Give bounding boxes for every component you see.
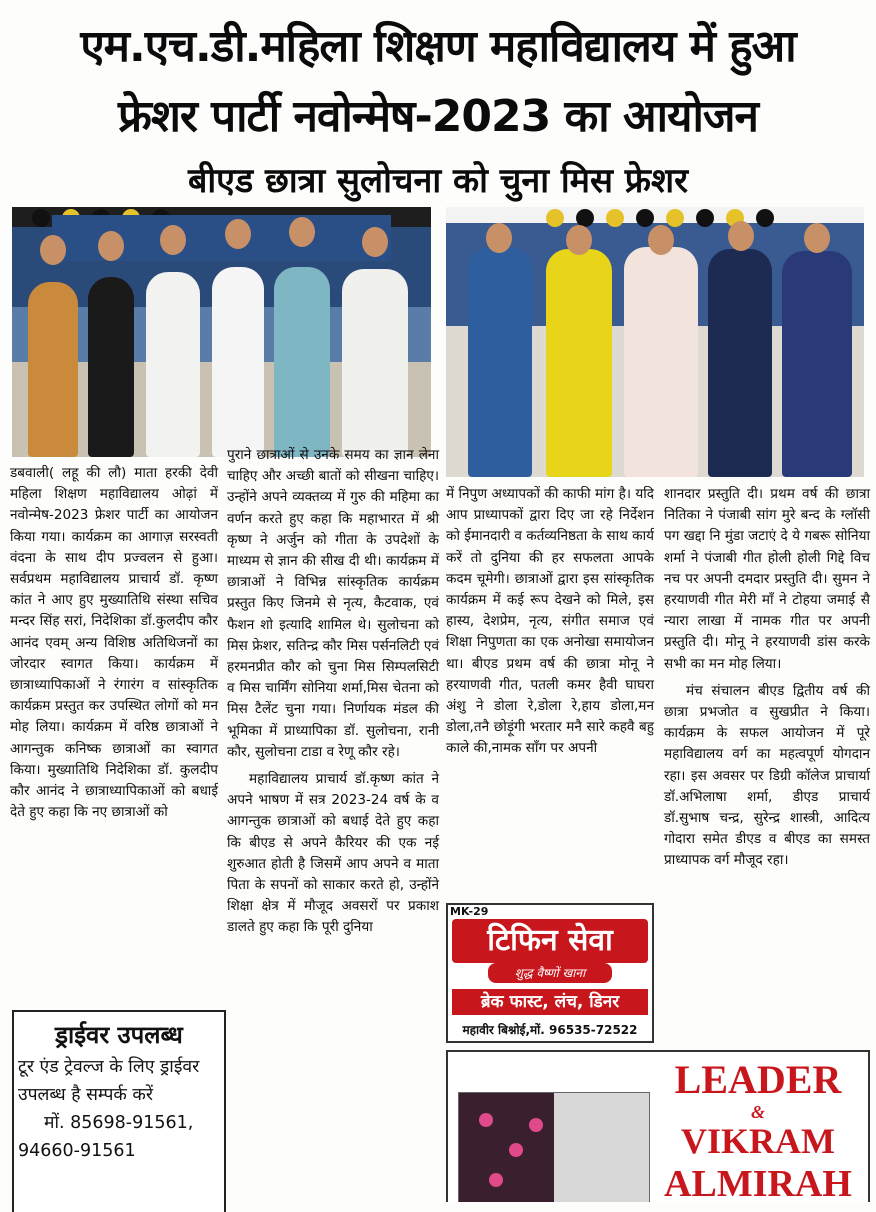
article-paragraph: महाविद्यालय प्राचार्य डॉ.कृष्ण कांत ने अपने भाषण में सत्र 2023-24 वर्ष के व आगन्तुक छात्राओं को बधाई देते हुए कहा कि बीएड से अपने कैरियर की एक नई शुरुआत होती है जिसमें आप अपने व माता पिता के सपनों को साकार करते हो, उन्होंने शिक्षा क्षेत्र में मौजूद अवसरों पर प्रकाश डालते हुए कहा कि पूरी दुनिया [227, 771, 439, 936]
ad-driver-phone-1: मों. 85698-91561, [44, 1113, 194, 1133]
ad-tiffin-service [446, 903, 654, 1043]
almirah-image [458, 1092, 650, 1202]
article-column-3 [446, 484, 654, 760]
ad-almirah-line-3: VIKRAM [681, 1121, 835, 1161]
ad-driver-title: ड्राईवर उपलब्ध [55, 1021, 183, 1049]
ad-almirah-line-2: & [750, 1102, 765, 1122]
article-column-4 [664, 484, 870, 872]
ad-driver-phone-2: 94660-91561 [18, 1141, 136, 1161]
article-paragraph: शानदार प्रस्तुति दी। प्रथम वर्ष की छात्रा नितिका ने पंजाबी सांग मुरे बन्द के ग्लॉसी पग खद्दा नि मुंडा जटाएं दे ये गबरू सोनिया शर्मा ने पंजाबी गीत होली होली गिद्दे विच नच पर अपनी दमदार प्रस्तुति दी। सुमन ने हरयाणवी गीत मेरी माँ ने टोहया जमाई सै न्यारा लाखा में नामक गीत पर अपनी प्रस्तुति दी। मोनू ने हरयाणवी डांस करके सभी का मन मोह लिया। [664, 486, 870, 672]
article-paragraph: मंच संचालन बीएड द्वितीय वर्ष की छात्रा प्रभजोत व सुखप्रीत ने किया। कार्यक्रम के सफल आयोजन में पूरे महाविद्यालय वर्ग का महत्वपूर्ण योगदान रहा। इस अवसर पर डिग्री कॉलेज प्राचार्या डॉ.अभिलाषा शर्मा, डीएड प्राचार्य डॉ.सुभाष चन्द्र, सुरेन्द्र शास्त्री, आदित्य गोदारा समेत डीएड व बीएड का समस्त प्राध्यापक वर्ग मौजूद रहा। [664, 682, 870, 869]
ad-driver-available [12, 1010, 226, 1212]
article-column-1 [10, 463, 218, 823]
article-paragraph: पुराने छात्राओं से उनके समय का ज्ञान लेना चाहिए और अच्छी बातों को सीखना चाहिए। उन्होंने अपने व्यक्तव्य में गुरु की महिमा का वर्णन करते हुए कहा कि महाभारत में श्री कृष्ण ने अर्जुन को गीता के उपदेशों के माध्यम से ज्ञान की सीख दी थी। कार्यक्रम में छात्राओं ने विभिन्न सांस्कृतिक कार्यक्रम प्रस्तुत किए जिनमे से नृत्य, कैटवाक, एवं फैशन शो इत्यादि शामिल थे। सुलोचना को मिस फ्रेशर, सतिन्द्र कौर मिस पर्सनलिटी एवं हरमनप्रीत कौर को चुना मिस सिम्पलसिटी व मिस चार्मिंग सोनिया शर्मा,मिस चेतना को मिस टैलेंट चुना गया। निर्णायक मंडल की भूमिका में प्राध्यापिका डॉ. सुलोचना, रानी कौर, सुलोचना टाडा व रेणू कौर रहे। [227, 447, 439, 760]
photo-guests [12, 207, 431, 457]
article-paragraph: में निपुण अध्यापकों की काफी मांग है। यदि आप प्राध्यापकों द्वारा दिए जा रहे निर्देशन को ईमानदारी व कर्तव्यनिष्ठता के साथ कार्य करें तो दुनिया की हर सफलता आपके कदम चूमेगी। छात्राओं द्वारा इस सांस्कृतिक कार्यक्रम में कई रूप देखने को मिले, इस हास्य, देशप्रेम, नृत्य, संगीत समाज एवं शिक्षा निपुणता का एक अनोखा समायोजन था। बीएड प्रथम वर्ष की छात्रा मोनू ने हरयाणवी गीत, पतली कमर हैवी घाघरा अंशु ने डोला रे,डोला रे,हाय डोला,मन डोला,तनै छोड़ूंगी भरतार मनै सारे कहवै बहु काले की,नामक सॉंग पर अपनी [446, 486, 654, 757]
subheadline: बीएड छात्रा सुलोचना को चुना मिस फ्रेशर [187, 161, 689, 201]
article-column-2 [227, 445, 439, 939]
ad-tiffin-menu: ब्रेक फास्ट, लंच, डिनर [452, 989, 648, 1015]
ad-tiffin-subtitle: शुद्ध वैष्णों खाना [488, 963, 612, 983]
photo-miss-fresher-winners [446, 207, 864, 477]
ad-almirah-line-4: ALMIRAH [664, 1163, 852, 1202]
ad-almirah [446, 1050, 870, 1202]
ad-tiffin-code: MK-29 [450, 905, 489, 918]
headline-line-2: फ्रेशर पार्टी नवोन्मेष-2023 का आयोजन [118, 91, 758, 142]
ad-almirah-line-1: LEADER [674, 1057, 842, 1102]
ad-tiffin-title: टिफिन सेवा [452, 919, 648, 963]
ad-driver-text: टूर एंड ट्रेवल्ज के लिए ड्राईवर उपलब्ध है सम्पर्क करें [18, 1057, 200, 1105]
article-paragraph: डबवाली( लहू की लौ) माता हरकी देवी महिला शिक्षण महाविद्यालय ओढ़ां में नवोन्मेष-2023 फ्रेशर पार्टी का आयोजन किया गया। कार्यक्रम का आगाज़ सरस्वती वंदना के साथ दीप प्रज्वलन से हुआ। सर्वप्रथम महाविद्यालय प्राचार्य डॉ. कृष्ण कांत ने आए हुए मुख्यातिथि संस्था सचिव मन्दर सिंह सरां, निदेशिका डॉ.कुलदीप कौर आनंद एवम् अन्य विशिष्ठ अतिथिजनों का जोरदार स्वागत किया। कार्यक्रम में छात्राध्यापिकाओं ने रंगारंग व सांस्कृतिक कार्यक्रम प्रस्तुत कर उपस्थित लोगों को मन मोह लिया। कार्यक्रम में वरिष्ठ छात्राओं ने आगन्तुक कनिष्क छात्राओं का स्वागत किया। मुख्यातिथि निदेशिका डॉ. कुलदीप कौर आनंद ने छात्राध्यापिकाओं को बधाई देते हुए कहा कि नए छात्राओं को [10, 465, 218, 821]
ad-tiffin-contact: महावीर बिश्नोई,मों. 96535-72522 [462, 1023, 638, 1037]
headline-line-1: एम.एच.डी.महिला शिक्षण महाविद्यालय में हुआ [80, 21, 796, 72]
